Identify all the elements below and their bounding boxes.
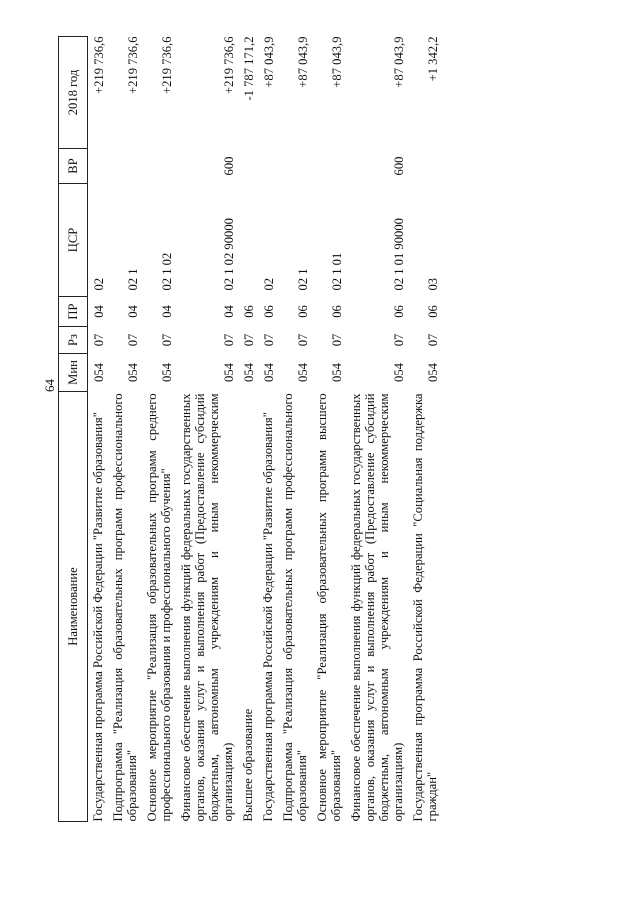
row-name: Подпрограмма "Реализация образовательных программ профессионального образования" xyxy=(281,393,309,822)
table-row xyxy=(258,37,278,822)
header-year: 2018 год xyxy=(59,37,88,149)
row-pr: 04 xyxy=(126,305,140,318)
row-csr xyxy=(238,184,258,297)
row-amount: +87 043,9 xyxy=(330,36,344,88)
header-vr: ВР xyxy=(59,149,88,184)
table-row xyxy=(408,37,442,822)
row-csr: 02 1 xyxy=(126,268,140,291)
row-vr: 600 xyxy=(222,156,236,176)
row-amount: +87 043,9 xyxy=(392,36,406,88)
row-csr: 02 1 01 90000 xyxy=(392,218,406,291)
row-name: Высшее образование xyxy=(241,708,255,822)
row-min: 054 xyxy=(126,363,140,382)
row-pr: 04 xyxy=(222,305,236,318)
table-header-row xyxy=(59,37,88,822)
row-vr xyxy=(108,149,142,184)
row-rz: 07 xyxy=(160,333,174,347)
table-row xyxy=(346,37,408,822)
row-csr: 02 xyxy=(92,277,106,291)
row-amount: +87 043,9 xyxy=(296,36,310,88)
row-rz: 07 xyxy=(126,333,140,347)
header-min: Мин xyxy=(59,354,88,392)
row-min: 054 xyxy=(426,363,440,382)
header-pr: ПР xyxy=(59,297,88,327)
header-name: Наименование xyxy=(59,392,88,822)
row-pr: 04 xyxy=(160,305,174,318)
table-row xyxy=(238,37,258,822)
table-row xyxy=(88,37,109,822)
row-vr xyxy=(142,149,176,184)
row-pr: 06 xyxy=(330,305,344,318)
row-rz: 07 xyxy=(392,333,406,347)
row-amount: +219 736,6 xyxy=(222,36,236,94)
row-pr: 06 xyxy=(426,305,440,318)
rotated-page-content xyxy=(58,37,570,822)
row-min: 054 xyxy=(92,363,106,382)
row-name: Основное мероприятие "Реализация образовательных программ среднего профессионального образования и профессионального обучения" xyxy=(145,393,173,822)
table-row xyxy=(108,37,142,822)
table-row xyxy=(176,37,238,822)
row-pr: 06 xyxy=(262,305,276,318)
budget-table xyxy=(58,36,442,822)
row-pr: 06 xyxy=(242,305,256,318)
row-name: Государственная программа Российской Федерации "Социальная поддержка граждан" xyxy=(411,393,439,822)
row-name: Подпрограмма "Реализация образовательных программ профессионального образования" xyxy=(111,393,139,822)
row-name: Финансовое обеспечение выполнения функций федеральных государственных органов, оказания услуг и выполнения работ (Предоставление субсидий бюджетным, автономным учреждениям и иным некоммерческим организациям) xyxy=(349,393,405,822)
row-vr xyxy=(312,149,346,184)
row-min: 054 xyxy=(330,363,344,382)
row-vr xyxy=(88,149,109,184)
row-rz: 07 xyxy=(242,333,256,347)
row-csr: 02 1 02 xyxy=(160,252,174,291)
row-min: 054 xyxy=(160,363,174,382)
row-amount: +87 043,9 xyxy=(262,36,276,88)
row-csr: 03 xyxy=(426,277,440,291)
row-vr xyxy=(408,149,442,184)
row-min: 054 xyxy=(262,363,276,382)
row-vr: 600 xyxy=(392,156,406,176)
row-csr: 02 1 02 90000 xyxy=(222,218,236,291)
row-min: 054 xyxy=(222,363,236,382)
row-name: Государственная программа Российской Федерации "Развитие образования" xyxy=(91,412,105,822)
row-min: 054 xyxy=(242,363,256,382)
row-vr xyxy=(238,149,258,184)
row-pr: 06 xyxy=(392,305,406,318)
table-row xyxy=(142,37,176,822)
row-vr xyxy=(258,149,278,184)
row-amount: +219 736,6 xyxy=(126,36,140,94)
page-number: 64 xyxy=(42,379,57,392)
header-rz: Рз xyxy=(59,327,88,354)
row-amount: +219 736,6 xyxy=(92,36,106,94)
row-csr: 02 1 xyxy=(296,268,310,291)
row-rz: 07 xyxy=(262,333,276,347)
row-amount: +219 736,6 xyxy=(160,36,174,94)
row-min: 054 xyxy=(392,363,406,382)
row-name: Основное мероприятие "Реализация образовательных программ высшего образования" xyxy=(315,393,343,822)
row-min: 054 xyxy=(296,363,310,382)
row-csr: 02 1 01 xyxy=(330,252,344,291)
row-rz: 07 xyxy=(330,333,344,347)
row-vr xyxy=(278,149,312,184)
row-rz: 07 xyxy=(92,333,106,347)
row-pr: 06 xyxy=(296,305,310,318)
row-name: Государственная программа Российской Федерации "Развитие образования" xyxy=(261,412,275,822)
row-amount: +1 342,2 xyxy=(426,36,440,82)
row-rz: 07 xyxy=(296,333,310,347)
row-amount: -1 787 171,2 xyxy=(242,36,256,101)
table-row xyxy=(278,37,312,822)
row-rz: 07 xyxy=(426,333,440,347)
table-row xyxy=(312,37,346,822)
row-csr: 02 xyxy=(262,277,276,291)
header-csr: ЦСР xyxy=(59,184,88,297)
row-rz: 07 xyxy=(222,333,236,347)
row-pr: 04 xyxy=(92,305,106,318)
row-name: Финансовое обеспечение выполнения функций федеральных государственных органов, оказания услуг и выполнения работ (Предоставление субсидий бюджетным, автономным учреждениям и иным некоммерческим организациям) xyxy=(179,393,235,822)
